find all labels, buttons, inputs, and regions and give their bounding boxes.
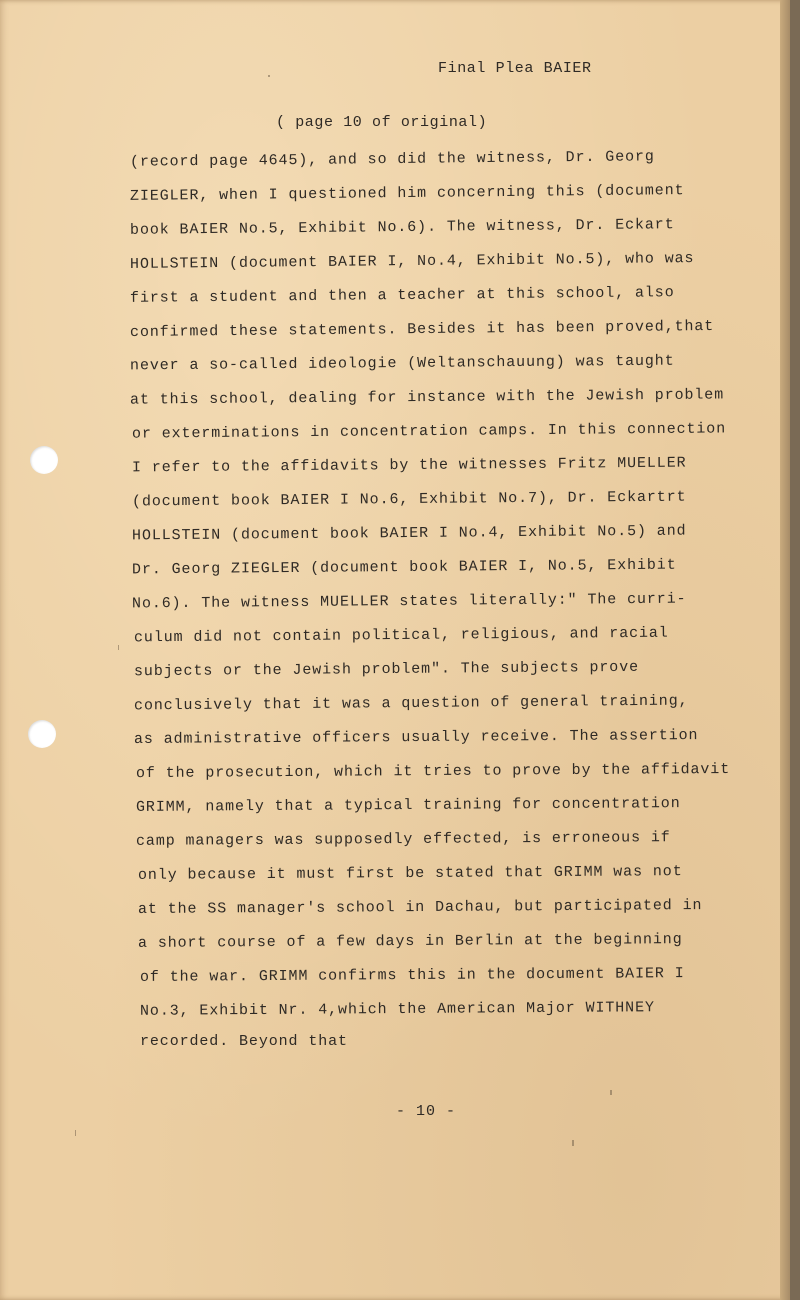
punch-hole-top [30, 446, 58, 474]
original-page-reference: ( page 10 of original) [276, 114, 488, 131]
text-line: or exterminations in concentration camps. In this connection [131, 420, 727, 443]
text-line: a short course of a few days in Berlin at the beginning [137, 931, 683, 952]
text-line: Dr. Georg ZIEGLER (document book BAIER I, No.5, Exhibit [131, 556, 677, 579]
text-line: (record page 4645), and so did the witness, Dr. Georg [129, 148, 655, 171]
text-line: No.6). The witness MUELLER states literally:" The curri- [131, 590, 687, 613]
page-number: - 10 - [396, 1103, 457, 1120]
text-line: culum did not contain political, religious, and racial [133, 624, 669, 647]
text-line: as administrative officers usually receive. The assertion [133, 727, 699, 748]
paper-speck [610, 1090, 612, 1095]
paper-speck [268, 75, 270, 77]
text-line: HOLLSTEIN (document BAIER I, No.4, Exhibit No.5), who was [129, 250, 695, 273]
text-line: of the prosecution, which it tries to prove by the affidavit [135, 760, 731, 783]
text-line: first a student and then a teacher at this school, also [129, 284, 675, 307]
text-line: book BAIER No.5, Exhibit No.6). The witness, Dr. Eckart [129, 216, 675, 239]
text-line: subjects or the Jewish problem". The subjects prove [133, 658, 640, 681]
text-line: at this school, dealing for instance with the Jewish problem [129, 386, 725, 409]
document-header-title: Final Plea BAIER [438, 60, 592, 77]
text-line: only because it must first be stated that GRIMM was not [137, 863, 683, 884]
punch-hole-bottom [28, 720, 56, 748]
text-line: at the SS manager's school in Dachau, but participated in [137, 897, 703, 918]
text-line: never a so-called ideologie (Weltanschauung) was taught [129, 352, 675, 375]
text-line: ZIEGLER, when I questioned him concerning this (document [129, 182, 685, 205]
page-edge [780, 0, 790, 1300]
text-line: conclusively that it was a question of general training, [133, 692, 689, 715]
text-line: recorded. Beyond that [140, 1033, 348, 1050]
paper-speck [572, 1140, 574, 1146]
text-line: (document book BAIER I No.6, Exhibit No.7), Dr. Eckartrt [131, 488, 687, 511]
text-line: camp managers was supposedly effected, is erroneous if [135, 829, 671, 850]
text-line: I refer to the affidavits by the witnesses Fritz MUELLER [131, 454, 687, 477]
text-line: of the war. GRIMM confirms this in the document BAIER I [139, 965, 685, 986]
text-line: GRIMM, namely that a typical training for concentration [135, 795, 681, 816]
text-line: confirmed these statements. Besides it has been proved,that [129, 317, 715, 342]
text-line: HOLLSTEIN (document book BAIER I No.4, Exhibit No.5) and [131, 522, 687, 545]
paper-speck [75, 1130, 76, 1136]
text-line: No.3, Exhibit Nr. 4,which the American Major WITHNEY [139, 999, 655, 1020]
paper-speck [118, 645, 119, 650]
